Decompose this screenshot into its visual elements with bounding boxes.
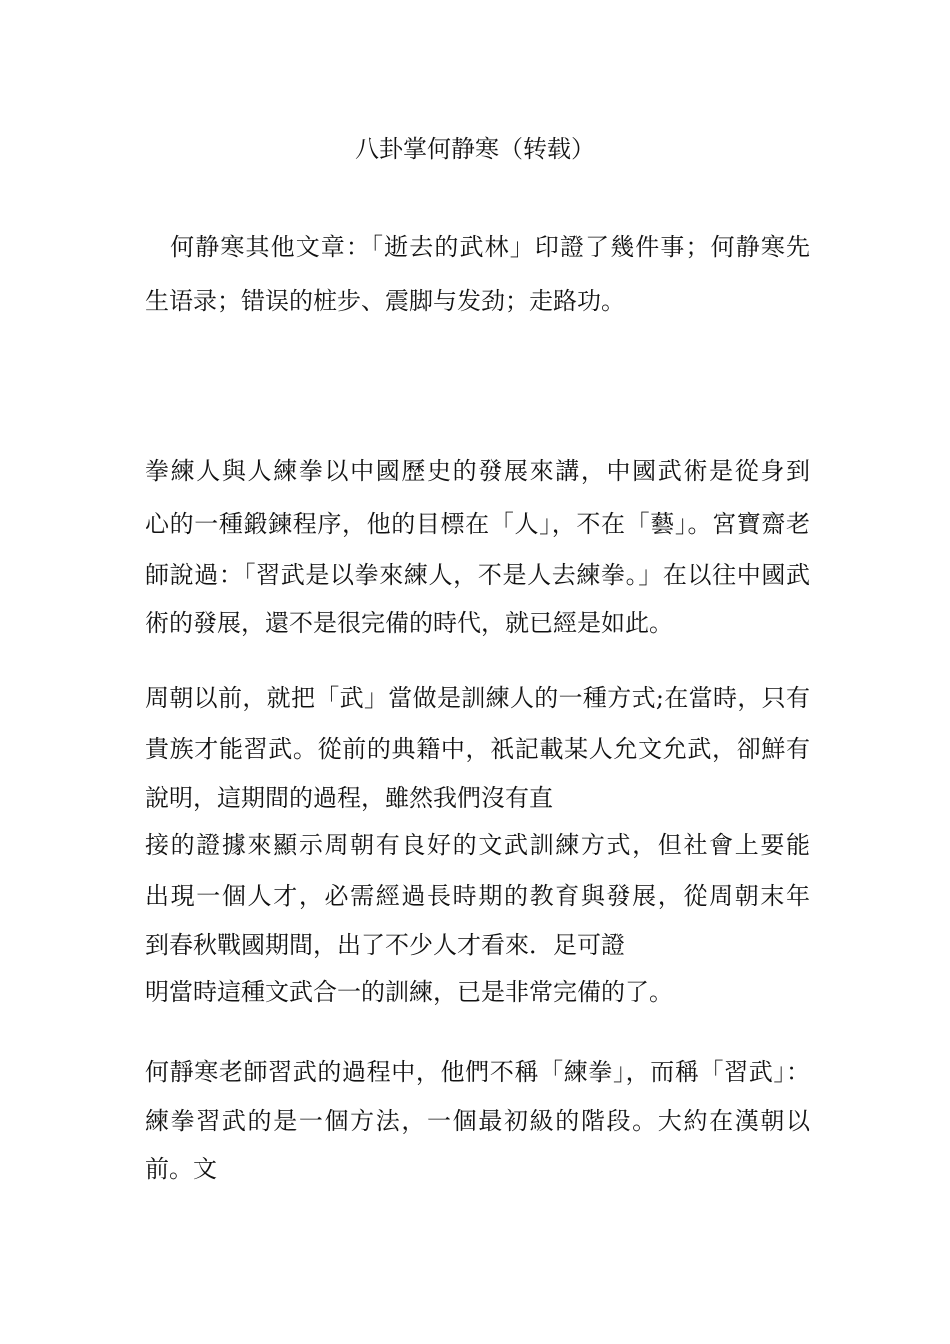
paragraph-line: 心的一種鍛鍊程序，他的目標在「人」，不在「藝」。宮寶齋老 xyxy=(145,510,810,538)
paragraph-line: 何靜寒老師習武的過程中，他們不稱「練拳」，而稱「習武」： xyxy=(145,1058,810,1086)
paragraph-line: 練拳習武的是一個方法，一個最初級的階段。大約在漢朝以 xyxy=(145,1107,810,1135)
paragraph-line: 接的證據來顯示周朝有良好的文武訓練方式，但社會上要能 xyxy=(145,831,810,859)
intro-line: 何静寒其他文章：「逝去的武林」印證了幾件事；何静寒先 xyxy=(145,233,810,261)
paragraph-line: 貴族才能習武。從前的典籍中，祇記載某人允文允武，卻鮮有 xyxy=(145,735,810,763)
paragraph-line: 術的發展，還不是很完備的時代，就已經是如此。 xyxy=(145,609,673,637)
document-title: 八卦掌何静寒（转载） xyxy=(355,135,595,163)
paragraph-line: 周朝以前，就把「武」當做是訓練人的一種方式;在當時，只有 xyxy=(145,684,810,712)
paragraph-line: 拳練人與人練拳以中國歷史的發展來講，中國武術是從身到 xyxy=(145,457,810,485)
paragraph-line: 出現一個人才，必需經過長時期的教育與發展，從周朝末年 xyxy=(145,882,810,910)
paragraph-line: 說明，這期間的過程，雖然我們沒有直 xyxy=(145,784,553,812)
paragraph-line: 到春秋戰國期間，出了不少人才看來．足可證 xyxy=(145,931,625,959)
paragraph-line: 前。文 xyxy=(145,1155,217,1183)
paragraph-line: 師說過：「習武是以拳來練人，不是人去練拳。」在以往中國武 xyxy=(145,561,810,589)
paragraph-line: 明當時這種文武合一的訓練，已是非常完備的了。 xyxy=(145,978,673,1006)
intro-line: 生语录；错误的桩步、震脚与发劲；走路功。 xyxy=(145,287,625,315)
